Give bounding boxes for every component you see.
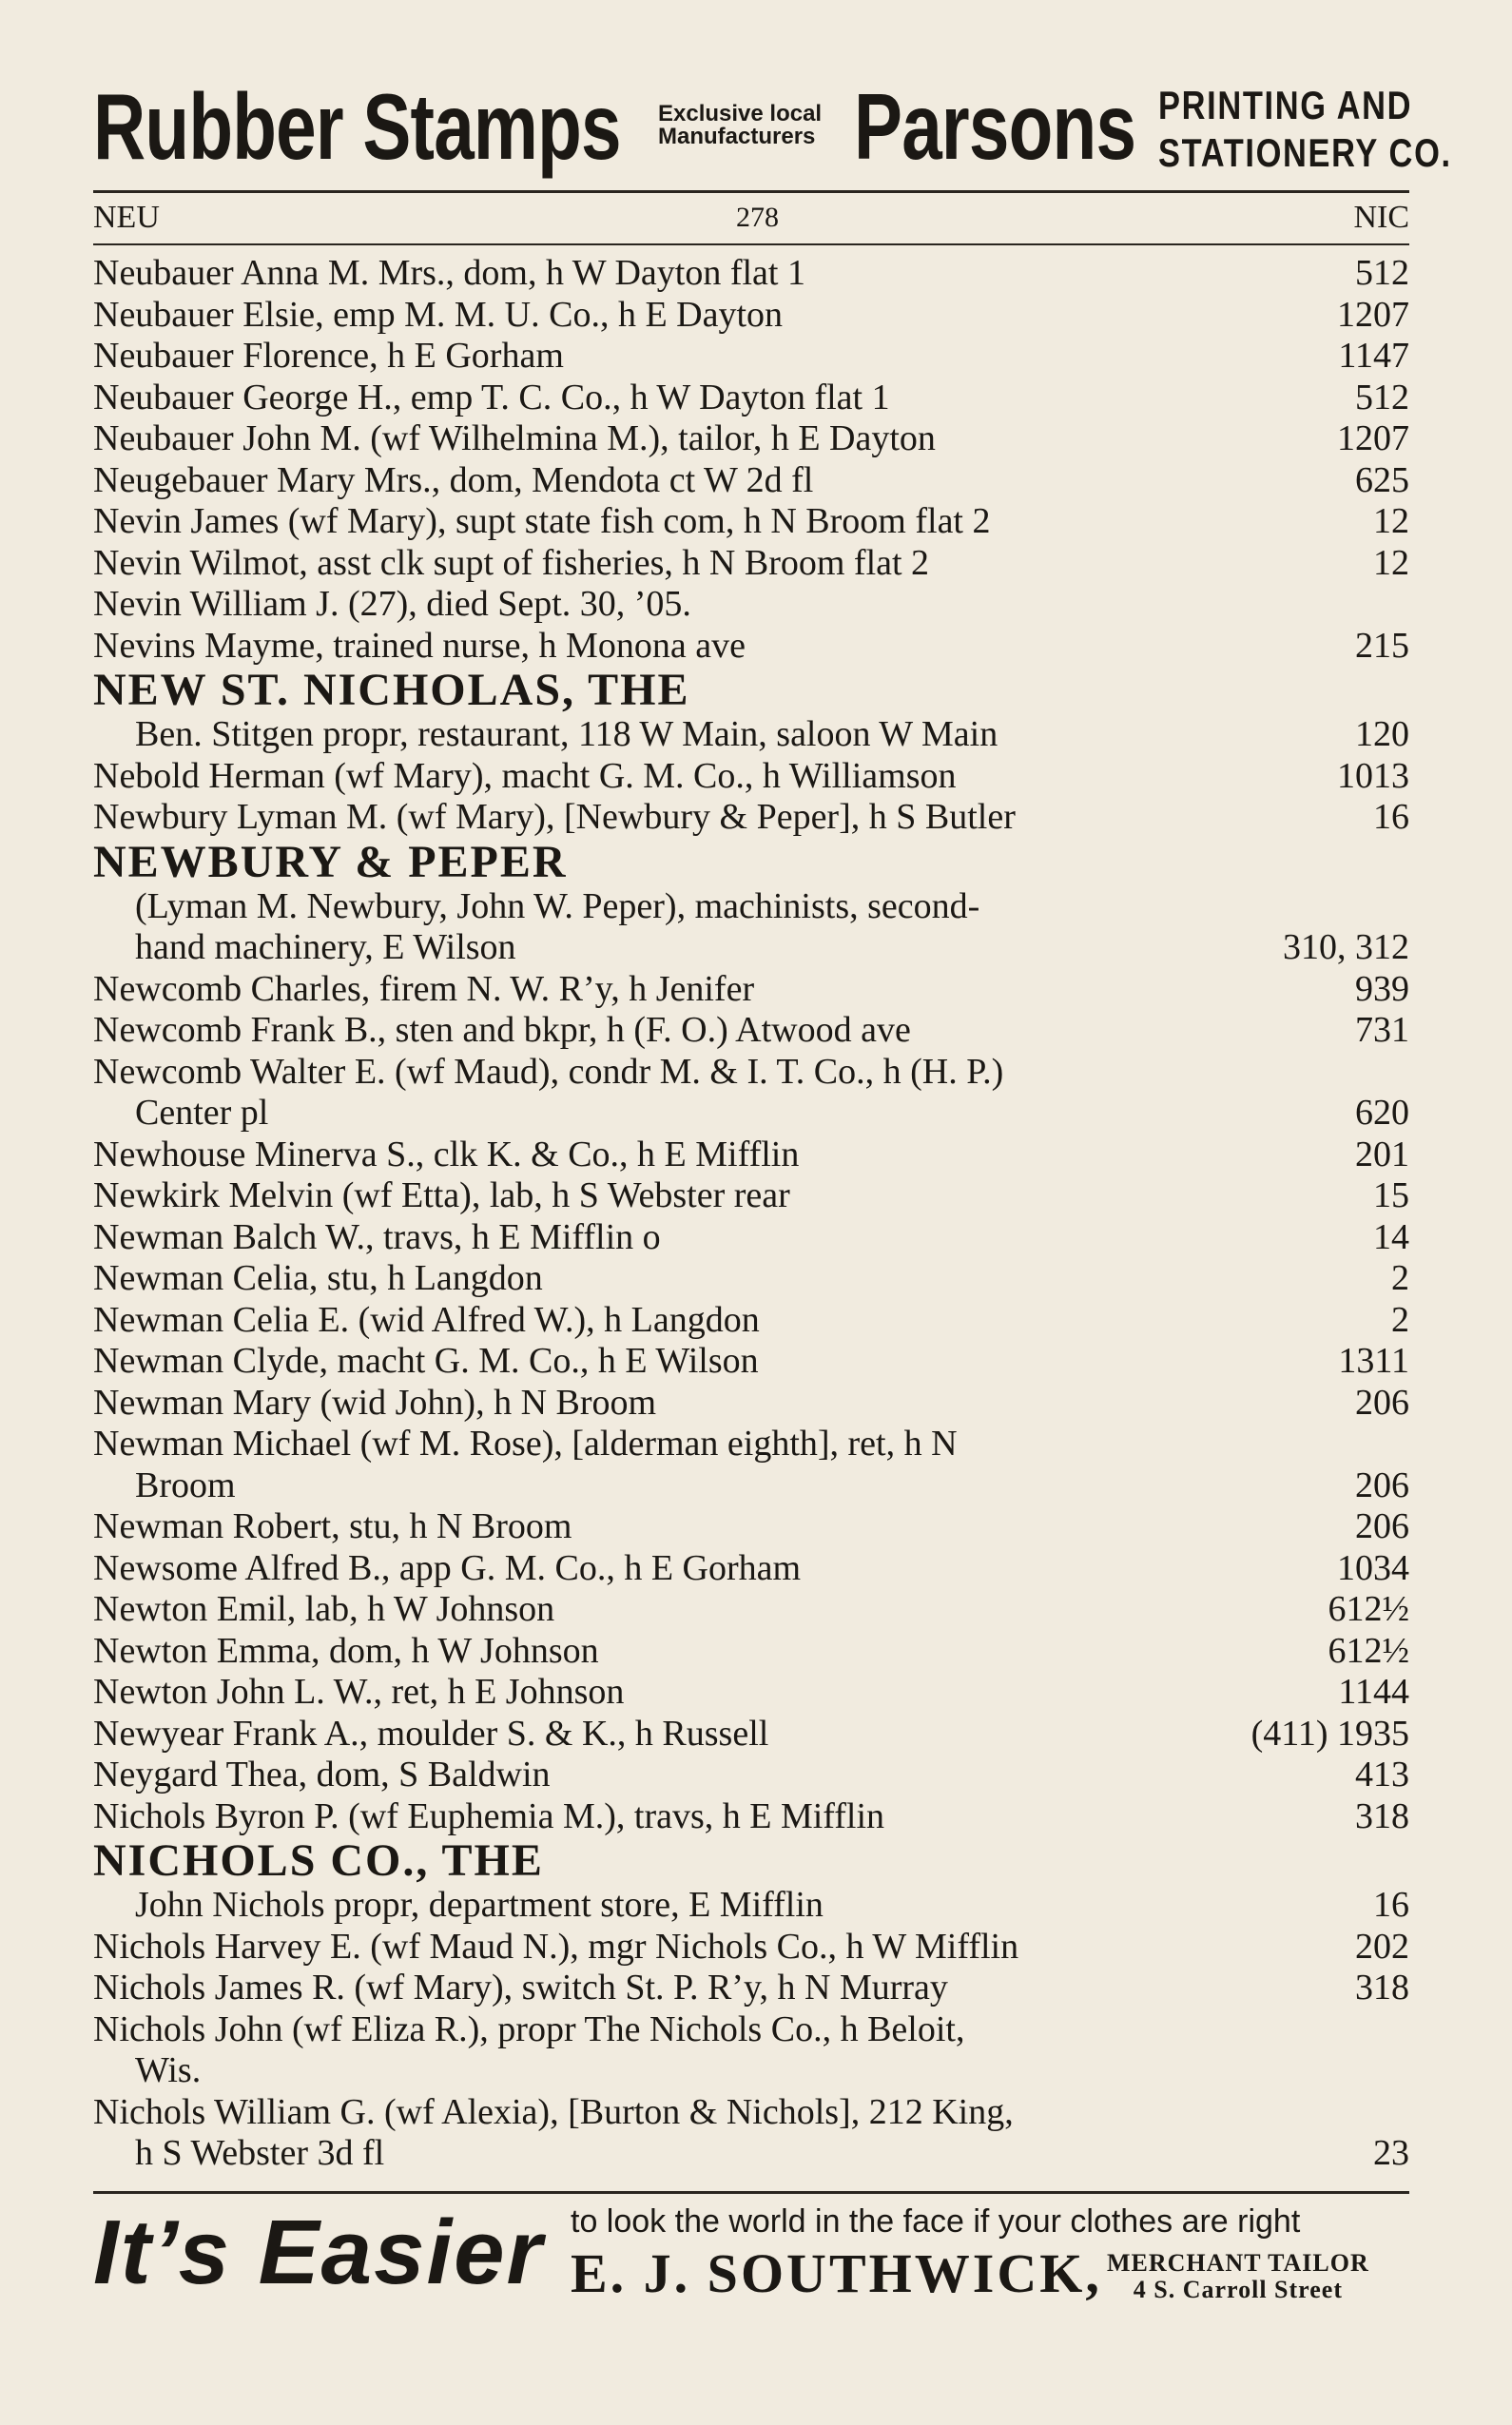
entry-text: Neubauer Florence, h E Gorham bbox=[93, 336, 564, 376]
directory-entry bbox=[93, 584, 1409, 626]
running-head-left: NEU bbox=[93, 200, 160, 235]
printing-stationery-note bbox=[1158, 82, 1452, 177]
entry-number: 612½ bbox=[1328, 1589, 1409, 1629]
directory-entry bbox=[93, 1506, 1409, 1548]
directory-entry bbox=[93, 1631, 1409, 1673]
slogan: to look the world in the face if your clothes are right bbox=[571, 2203, 1301, 2240]
directory-entry bbox=[93, 1052, 1409, 1094]
entry-text: Newton Emma, dom, h W Johnson bbox=[93, 1630, 599, 1671]
directory-entry bbox=[93, 1885, 1409, 1927]
section-heading bbox=[93, 839, 1409, 886]
entry-text: Nevins Mayme, trained nurse, h Monona ave bbox=[93, 625, 746, 666]
directory-entry bbox=[93, 1927, 1409, 1969]
exclusive-line-1: Exclusive local bbox=[658, 101, 823, 126]
directory-entry bbox=[93, 2133, 1409, 2175]
tailor-line-2: 4 S. Carroll Street bbox=[1133, 2276, 1343, 2303]
entry-text: Nichols William G. (wf Alexia), [Burton & Nichols], 212 King, bbox=[93, 2091, 1014, 2132]
entry-text: Newkirk Melvin (wf Etta), lab, h S Webster rear bbox=[93, 1175, 790, 1215]
entry-text: Newton Emil, lab, h W Johnson bbox=[93, 1589, 555, 1629]
entry-number: 201 bbox=[1355, 1134, 1409, 1174]
entry-text: Neubauer George H., emp T. C. Co., h W Dayton flat 1 bbox=[93, 377, 890, 417]
entry-text: h S Webster 3d fl bbox=[135, 2133, 385, 2173]
exclusive-line-2: Manufacturers bbox=[658, 124, 816, 149]
top-advertisement bbox=[93, 74, 1452, 186]
rubber-stamps-title: Rubber Stamps bbox=[93, 74, 621, 179]
entry-text: hand machinery, E Wilson bbox=[135, 927, 516, 967]
directory-entry bbox=[93, 1010, 1409, 1052]
entry-text: Neugebauer Mary Mrs., dom, Mendota ct W 2d fl bbox=[93, 459, 814, 500]
entry-text: Nichols Byron P. (wf Euphemia M.), travs, h E Mifflin bbox=[93, 1795, 885, 1836]
directory-entry bbox=[93, 460, 1409, 502]
directory-entry bbox=[93, 1548, 1409, 1590]
page-number: 278 bbox=[736, 202, 779, 233]
directory-entry bbox=[93, 1093, 1409, 1135]
directory-entry bbox=[93, 253, 1409, 295]
entry-text: Neubauer Elsie, emp M. M. U. Co., h E Dayton bbox=[93, 294, 784, 335]
entry-text: Newbury Lyman M. (wf Mary), [Newbury & Peper], h S Butler bbox=[93, 797, 1016, 837]
directory-entry bbox=[93, 1424, 1409, 1465]
entry-text: Newman Mary (wid John), h N Broom bbox=[93, 1382, 657, 1423]
printing-line-2: STATIONERY CO. bbox=[1158, 130, 1452, 175]
directory-page bbox=[93, 74, 1452, 2304]
directory-entry bbox=[93, 1300, 1409, 1342]
directory-entry bbox=[93, 1465, 1409, 1507]
entry-number: 318 bbox=[1355, 1968, 1409, 2008]
entry-text: Newman Celia, stu, h Langdon bbox=[93, 1258, 543, 1298]
parsons-title: Parsons bbox=[854, 74, 1136, 179]
entry-number: 12 bbox=[1373, 542, 1409, 583]
entry-number: 512 bbox=[1355, 253, 1409, 293]
directory-entry bbox=[93, 1968, 1409, 2009]
entry-text: Newcomb Frank B., sten and bkpr, h (F. O.) Atwood ave bbox=[93, 1010, 911, 1050]
directory-entry bbox=[93, 418, 1409, 460]
entry-number: 310, 312 bbox=[1283, 927, 1409, 967]
entry-number: 939 bbox=[1355, 968, 1409, 1009]
running-head-right: NIC bbox=[1353, 200, 1409, 235]
tailor-line-1: MERCHANT TAILOR bbox=[1107, 2249, 1369, 2277]
directory-entry bbox=[93, 1258, 1409, 1300]
entry-number: 12 bbox=[1373, 501, 1409, 541]
bottom-advertisement bbox=[93, 2197, 1409, 2311]
entry-text: Newsome Alfred B., app G. M. Co., h E Gorham bbox=[93, 1547, 802, 1588]
directory-entry bbox=[93, 1383, 1409, 1425]
entry-text: Nichols James R. (wf Mary), switch St. P. R’y, h N Murray bbox=[93, 1968, 948, 2008]
running-header bbox=[93, 196, 1409, 240]
entry-text: Nevin Wilmot, asst clk supt of fisheries, h N Broom flat 2 bbox=[93, 542, 930, 583]
entry-number: 1013 bbox=[1337, 755, 1409, 796]
entry-text: NICHOLS CO., THE bbox=[93, 1837, 544, 1885]
directory-entry bbox=[93, 336, 1409, 378]
entry-number: 318 bbox=[1355, 1795, 1409, 1836]
entry-text: Center pl bbox=[135, 1093, 269, 1133]
entry-number: 16 bbox=[1373, 1885, 1409, 1925]
entry-text: Newman Clyde, macht G. M. Co., h E Wilson bbox=[93, 1341, 759, 1381]
entry-number: 1207 bbox=[1337, 418, 1409, 458]
entry-text: Nevin James (wf Mary), supt state fish com, h N Broom flat 2 bbox=[93, 501, 991, 541]
directory-entry bbox=[93, 2050, 1409, 2092]
entry-number: 1147 bbox=[1338, 336, 1409, 376]
entry-text: Wis. bbox=[135, 2050, 202, 2090]
entry-number: 206 bbox=[1355, 1382, 1409, 1423]
entry-text: John Nichols propr, department store, E Mifflin bbox=[135, 1885, 824, 1925]
entry-text: Neygard Thea, dom, S Baldwin bbox=[93, 1755, 551, 1794]
directory-entry bbox=[93, 756, 1409, 798]
entry-text: Nebold Herman (wf Mary), macht G. M. Co., h Williamson bbox=[93, 755, 957, 796]
entry-number: (411) 1935 bbox=[1250, 1713, 1409, 1754]
entry-text: Nevin William J. (27), died Sept. 30, ’05. bbox=[93, 584, 691, 624]
entry-number: 215 bbox=[1355, 625, 1409, 666]
entry-text: Newman Celia E. (wid Alfred W.), h Langdon bbox=[93, 1299, 760, 1340]
directory-entry bbox=[93, 1714, 1409, 1756]
entry-number: 206 bbox=[1355, 1506, 1409, 1546]
entry-number: 206 bbox=[1355, 1465, 1409, 1505]
header-rule bbox=[93, 190, 1409, 193]
directory-entry bbox=[93, 1796, 1409, 1838]
entry-text: NEW ST. NICHOLAS, THE bbox=[93, 667, 690, 714]
section-heading bbox=[93, 667, 1409, 714]
entry-number: 1144 bbox=[1338, 1672, 1409, 1712]
directory-entry bbox=[93, 501, 1409, 543]
directory-entry bbox=[93, 1175, 1409, 1217]
directory-entry bbox=[93, 2092, 1409, 2134]
entry-number: 14 bbox=[1373, 1216, 1409, 1257]
entry-number: 1311 bbox=[1338, 1341, 1409, 1381]
section-heading bbox=[93, 1837, 1409, 1885]
entry-number: 2 bbox=[1391, 1299, 1409, 1340]
directory-entry bbox=[93, 927, 1409, 969]
entry-number: 413 bbox=[1355, 1755, 1409, 1794]
printing-line-1: PRINTING AND bbox=[1158, 83, 1413, 127]
directory-entry bbox=[93, 378, 1409, 419]
entry-text: Newcomb Walter E. (wf Maud), condr M. & I. T. Co., h (H. P.) bbox=[93, 1051, 1004, 1092]
entry-text: Ben. Stitgen propr, restaurant, 118 W Main, saloon W Main bbox=[135, 714, 998, 754]
directory-entry bbox=[93, 1589, 1409, 1631]
directory-entry bbox=[93, 714, 1409, 756]
footer-rule bbox=[93, 2191, 1409, 2194]
directory-entry bbox=[93, 1672, 1409, 1714]
entry-number: 512 bbox=[1355, 377, 1409, 417]
tailor-address bbox=[1107, 2250, 1369, 2303]
entry-text: Neubauer John M. (wf Wilhelmina M.), tailor, h E Dayton bbox=[93, 418, 936, 458]
entry-text: Newyear Frank A., moulder S. & K., h Russell bbox=[93, 1713, 769, 1754]
entry-text: Newhouse Minerva S., clk K. & Co., h E Mifflin bbox=[93, 1134, 800, 1174]
entry-number: 625 bbox=[1355, 459, 1409, 500]
entry-number: 2 bbox=[1391, 1258, 1409, 1298]
entry-number: 23 bbox=[1373, 2133, 1409, 2173]
entry-text: Newman Robert, stu, h N Broom bbox=[93, 1506, 572, 1546]
entry-number: 202 bbox=[1355, 1926, 1409, 1967]
entry-number: 1207 bbox=[1337, 294, 1409, 335]
directory-entry bbox=[93, 969, 1409, 1011]
entry-number: 612½ bbox=[1328, 1630, 1409, 1671]
entry-text: Nichols John (wf Eliza R.), propr The Nichols Co., h Beloit, bbox=[93, 2008, 965, 2049]
entry-number: 731 bbox=[1355, 1010, 1409, 1050]
directory-entry bbox=[93, 1341, 1409, 1383]
directory-entry bbox=[93, 1135, 1409, 1176]
entry-text: Nichols Harvey E. (wf Maud N.), mgr Nichols Co., h W Mifflin bbox=[93, 1926, 1019, 1967]
entry-number: 120 bbox=[1355, 714, 1409, 754]
exclusive-manufacturers-note bbox=[658, 103, 822, 148]
entry-text: (Lyman M. Newbury, John W. Peper), machinists, second- bbox=[135, 885, 980, 926]
its-easier-title: It’s Easier bbox=[93, 2202, 544, 2303]
directory-entry bbox=[93, 295, 1409, 337]
entry-text: Newcomb Charles, firem N. W. R’y, h Jenifer bbox=[93, 968, 755, 1009]
directory-entry bbox=[93, 1217, 1409, 1259]
directory-entry bbox=[93, 797, 1409, 839]
entry-text: Newman Balch W., travs, h E Mifflin o bbox=[93, 1216, 661, 1257]
running-head-rule bbox=[93, 243, 1409, 245]
entry-number: 15 bbox=[1373, 1175, 1409, 1215]
entry-number: 16 bbox=[1373, 797, 1409, 837]
entry-text: Neubauer Anna M. Mrs., dom, h W Dayton flat 1 bbox=[93, 253, 805, 293]
directory-listing bbox=[93, 253, 1409, 2175]
entry-text: NEWBURY & PEPER bbox=[93, 838, 568, 886]
entry-number: 1034 bbox=[1337, 1547, 1409, 1588]
directory-entry bbox=[93, 2009, 1409, 2051]
entry-number: 620 bbox=[1355, 1093, 1409, 1133]
directory-entry bbox=[93, 626, 1409, 668]
entry-text: Newton John L. W., ret, h E Johnson bbox=[93, 1672, 625, 1712]
directory-entry bbox=[93, 543, 1409, 585]
merchant-name: E. J. SOUTHWICK, bbox=[571, 2242, 1102, 2304]
entry-text: Newman Michael (wf M. Rose), [alderman eighth], ret, h N bbox=[93, 1424, 958, 1464]
directory-entry bbox=[93, 1755, 1409, 1796]
entry-text: Broom bbox=[135, 1465, 236, 1505]
directory-entry bbox=[93, 886, 1409, 928]
